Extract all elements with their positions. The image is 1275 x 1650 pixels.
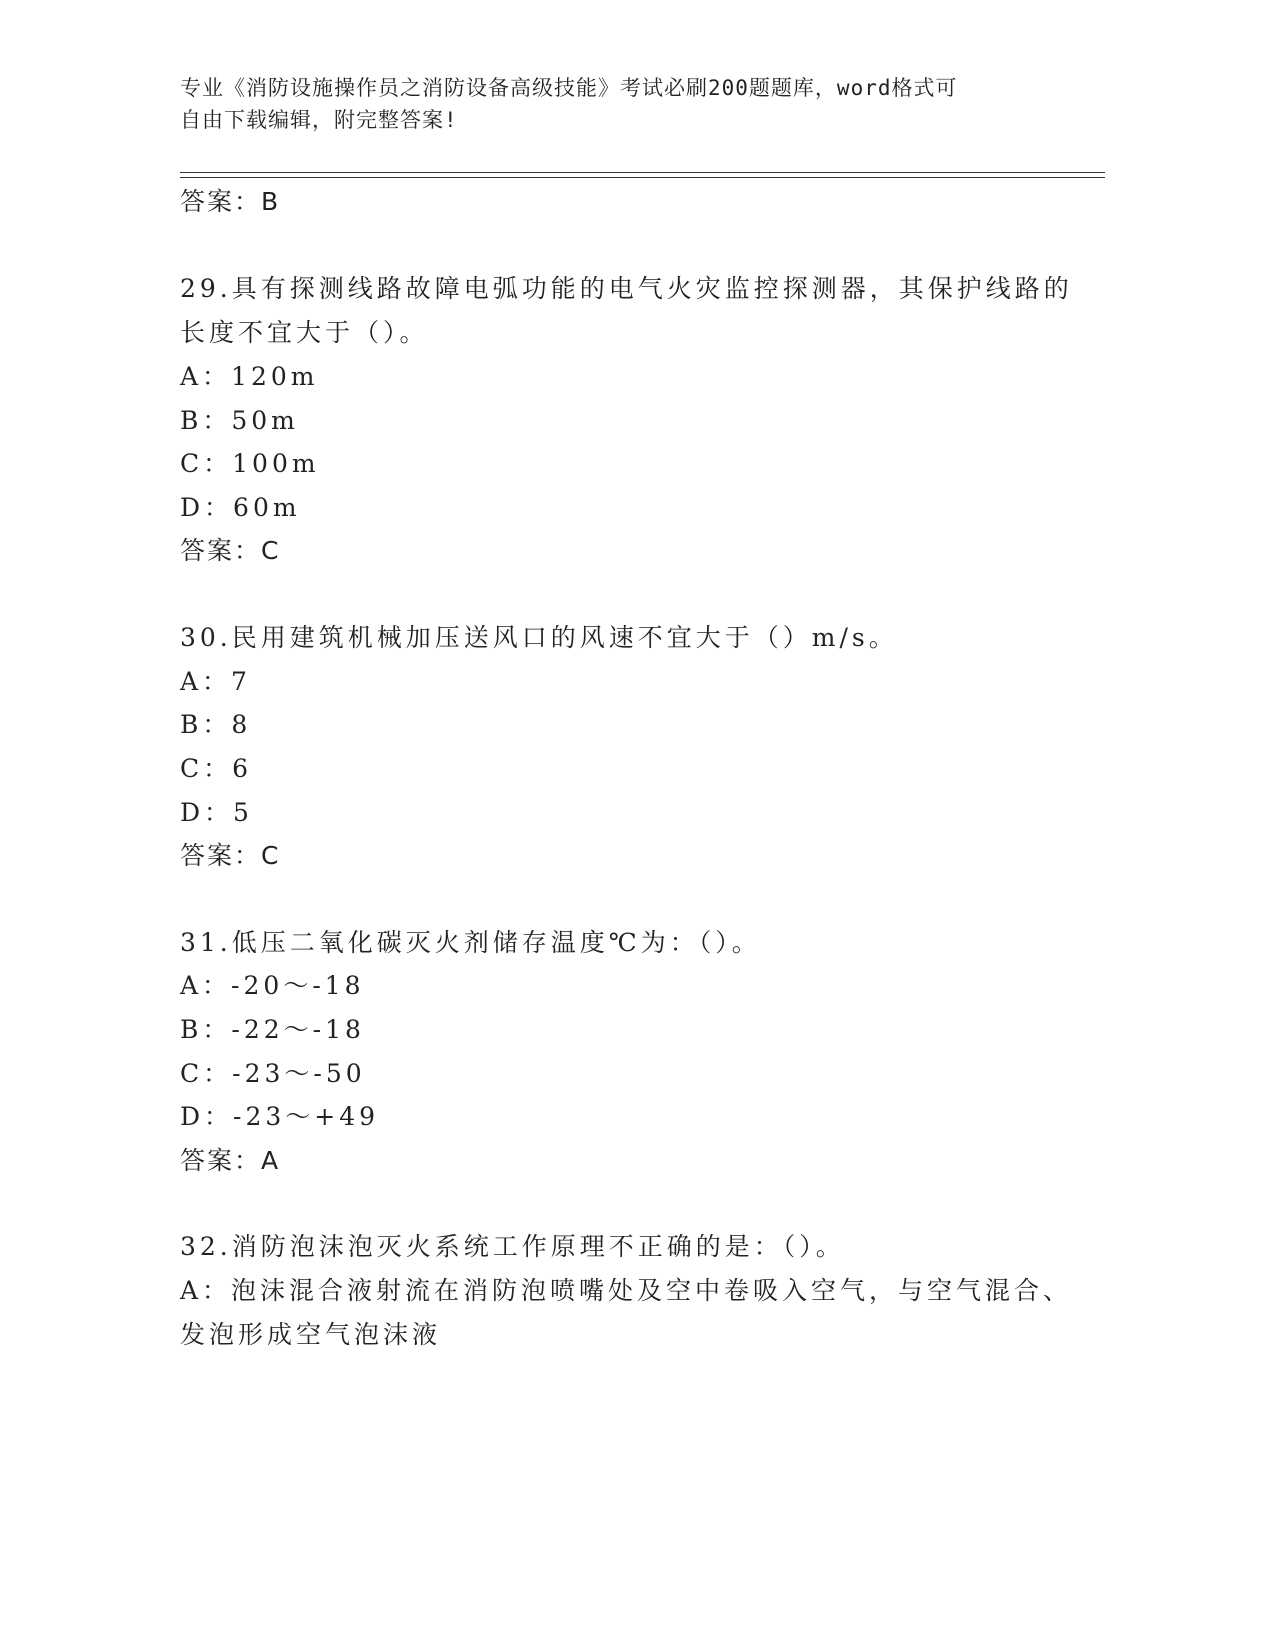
question-31-option-b: B：-22～-18 <box>180 1015 365 1044</box>
header-divider-bottom <box>180 177 1105 178</box>
question-31-option-a: A：-20～-18 <box>180 971 365 1000</box>
question-30-option-c: C：6 <box>180 754 253 783</box>
question-30-option-d: D：5 <box>180 798 253 827</box>
question-29-option-c: C：100m <box>180 449 320 478</box>
question-30-stem: 30.民用建筑机械加压送风口的风速不宜大于（）m/s。 <box>180 623 898 652</box>
question-31-answer: 答案：A <box>180 1146 281 1175</box>
question-29-stem-line-2: 长度不宜大于（）。 <box>180 318 429 347</box>
document-header <box>180 72 1060 136</box>
question-31-option-d: D：-23～+49 <box>180 1102 380 1131</box>
question-29-answer: 答案：C <box>180 536 281 565</box>
question-29-option-a: A：120m <box>180 362 319 391</box>
header-line-1: 专业《消防设施操作员之消防设备高级技能》考试必刷200题题库，word格式可 <box>180 76 958 100</box>
question-32-stem: 32.消防泡沫泡灭火系统工作原理不正确的是：（）。 <box>180 1232 845 1261</box>
question-31-option-c: C：-23～-50 <box>180 1059 366 1088</box>
question-30-answer: 答案：C <box>180 841 281 870</box>
question-32-option-a-line-1: A：泡沫混合液射流在消防泡喷嘴处及空中卷吸入空气，与空气混合、 <box>180 1276 1073 1305</box>
question-29-option-b: B：50m <box>180 406 299 435</box>
question-31-stem: 31.低压二氧化碳灭火剂储存温度℃为：（）。 <box>180 928 761 957</box>
header-line-2: 自由下载编辑，附完整答案! <box>180 108 458 132</box>
question-30-option-b: B：8 <box>180 710 252 739</box>
question-29-stem-line-1: 29.具有探测线路故障电弧功能的电气火灾监控探测器，其保护线路的 <box>180 274 1073 303</box>
question-29-option-d: D：60m <box>180 493 301 522</box>
header-divider-top <box>180 172 1105 173</box>
question-32-option-a-line-2: 发泡形成空气泡沫液 <box>180 1320 442 1349</box>
previous-answer: 答案：B <box>180 187 281 216</box>
question-30-option-a: A：7 <box>180 667 251 696</box>
